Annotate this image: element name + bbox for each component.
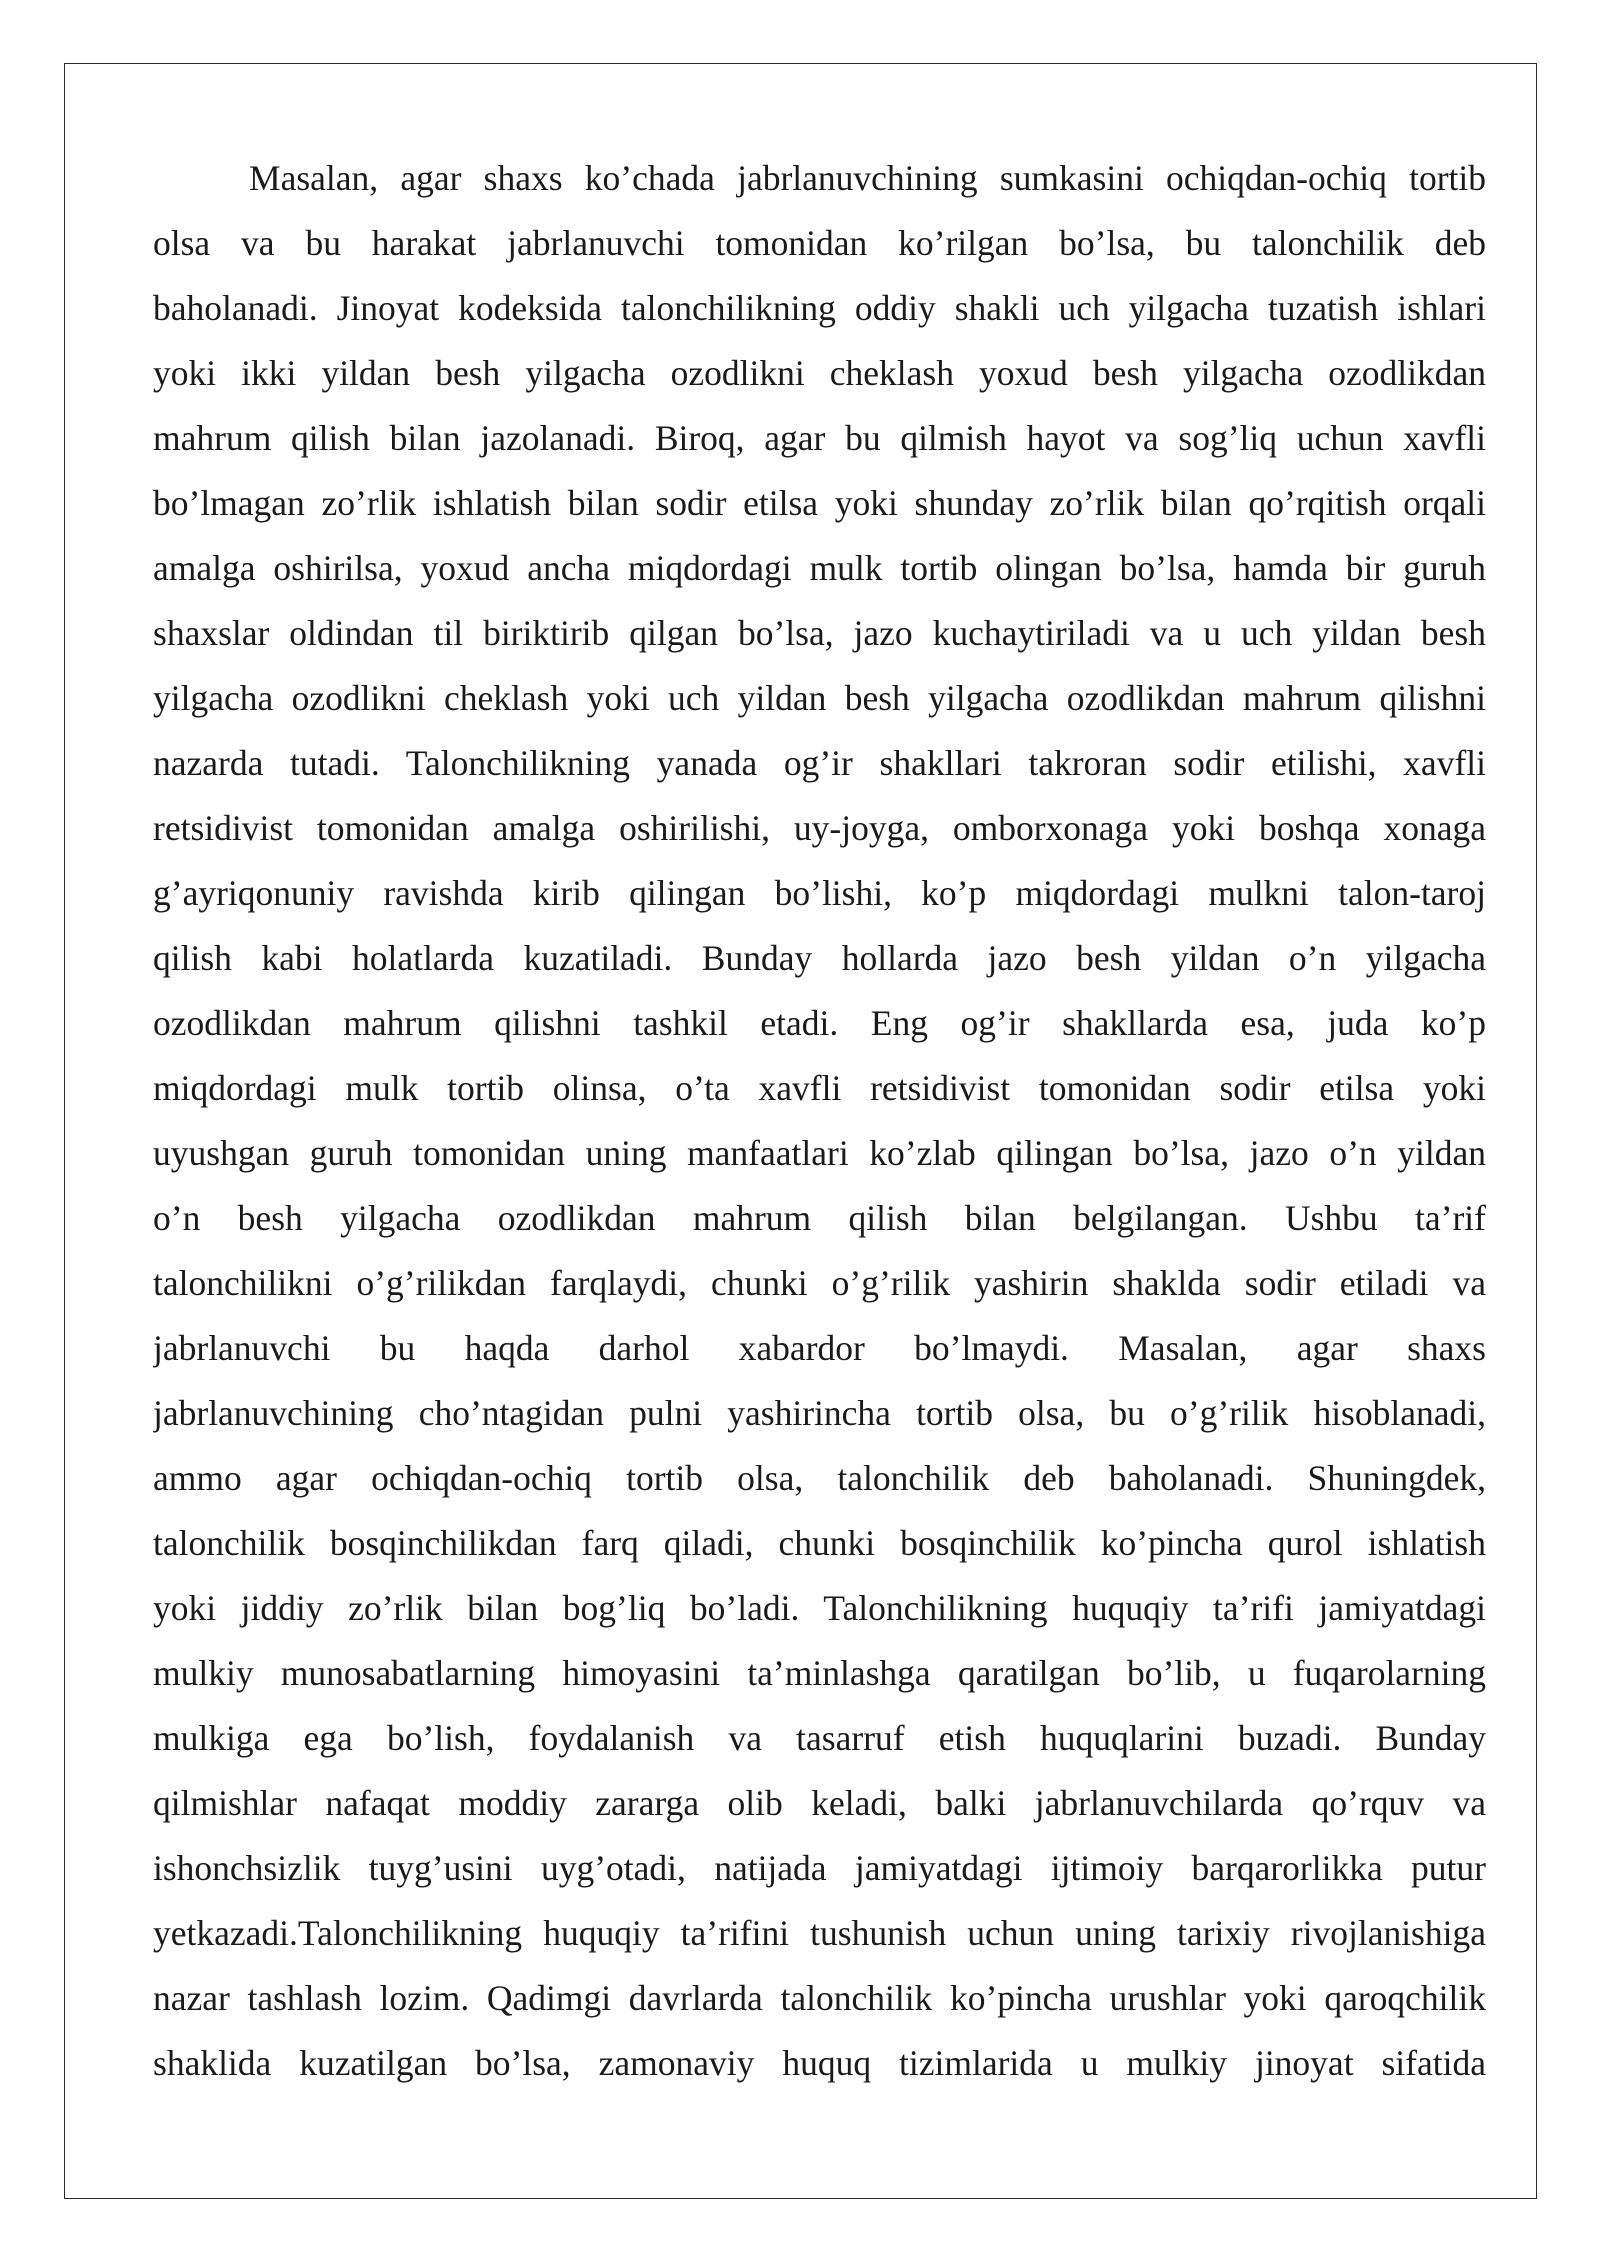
text-line: uyushgan guruh tomonidan uning manfaatlari ko’zlab qilingan bo’lsa, jazo o’n yildan [153, 1133, 1486, 1173]
text-line: retsidivist tomonidan amalga oshirilishi, uy-joyga, omborxonaga yoki boshqa xonaga [153, 808, 1486, 848]
text-line: g’ayriqonuniy ravishda kirib qilingan bo’lishi, ko’p miqdordagi mulkni talon-taroj [153, 873, 1486, 913]
text-line: jabrlanuvchining cho’ntagidan pulni yashirincha tortib olsa, bu o’g’rilik hisoblanadi, [153, 1393, 1486, 1433]
text-line: bo’lmagan zo’rlik ishlatish bilan sodir etilsa yoki shunday zo’rlik bilan qo’rqitish orqali [153, 483, 1486, 523]
text-line: talonchilikni o’g’rilikdan farqlaydi, chunki o’g’rilik yashirin shaklda sodir etiladi va [153, 1263, 1486, 1303]
text-line: mulkiy munosabatlarning himoyasini ta’minlashga qaratilgan bo’lib, u fuqarolarning [153, 1653, 1486, 1693]
text-line: talonchilik bosqinchilikdan farq qiladi, chunki bosqinchilik ko’pincha qurol ishlatish [153, 1523, 1486, 1563]
text-line: yilgacha ozodlikni cheklash yoki uch yildan besh yilgacha ozodlikdan mahrum qilishni [153, 678, 1486, 718]
text-line: amalga oshirilsa, yoxud ancha miqdordagi mulk tortib olingan bo’lsa, hamda bir guruh [153, 548, 1486, 588]
text-line: mahrum qilish bilan jazolanadi. Biroq, agar bu qilmish hayot va sog’liq uchun xavfli [153, 418, 1486, 458]
text-line: miqdordagi mulk tortib olinsa, o’ta xavfli retsidivist tomonidan sodir etilsa yoki [153, 1068, 1486, 1108]
text-line: Masalan, agar shaxs ko’chada jabrlanuvchining sumkasini ochiqdan-ochiq tortib [249, 158, 1486, 198]
text-line: yoki jiddiy zo’rlik bilan bog’liq bo’ladi. Talonchilikning huquqiy ta’rifi jamiyatdagi [153, 1588, 1486, 1628]
text-line: nazarda tutadi. Talonchilikning yanada og’ir shakllari takroran sodir etilishi, xavfli [153, 743, 1486, 783]
text-line: ammo agar ochiqdan-ochiq tortib olsa, talonchilik deb baholanadi. Shuningdek, [153, 1458, 1486, 1498]
body-paragraph [153, 146, 1486, 2096]
text-line: olsa va bu harakat jabrlanuvchi tomonidan ko’rilgan bo’lsa, bu talonchilik deb [153, 223, 1486, 263]
text-line: qilish kabi holatlarda kuzatiladi. Bunday hollarda jazo besh yildan o’n yilgacha [153, 938, 1486, 978]
text-line: ishonchsizlik tuyg’usini uyg’otadi, natijada jamiyatdagi ijtimoiy barqarorlikka putur [153, 1848, 1486, 1888]
text-line: qilmishlar nafaqat moddiy zararga olib keladi, balki jabrlanuvchilarda qo’rquv va [153, 1783, 1486, 1823]
text-line: shaklida kuzatilgan bo’lsa, zamonaviy huquq tizimlarida u mulkiy jinoyat sifatida [153, 2043, 1486, 2083]
text-line: shaxslar oldindan til biriktirib qilgan bo’lsa, jazo kuchaytiriladi va u uch yildan besh [153, 613, 1486, 653]
text-line: yetkazadi.Talonchilikning huquqiy ta’rifini tushunish uchun uning tarixiy rivojlanishiga [153, 1913, 1486, 1953]
text-line: yoki ikki yildan besh yilgacha ozodlikni cheklash yoxud besh yilgacha ozodlikdan [153, 353, 1486, 393]
text-line: jabrlanuvchi bu haqda darhol xabardor bo’lmaydi. Masalan, agar shaxs [153, 1328, 1486, 1368]
text-line: ozodlikdan mahrum qilishni tashkil etadi. Eng og’ir shakllarda esa, juda ko’p [153, 1003, 1486, 1043]
text-line: nazar tashlash lozim. Qadimgi davrlarda talonchilik ko’pincha urushlar yoki qaroqchilik [153, 1978, 1486, 2018]
text-line: mulkiga ega bo’lish, foydalanish va tasarruf etish huquqlarini buzadi. Bunday [153, 1718, 1486, 1758]
text-line: o’n besh yilgacha ozodlikdan mahrum qilish bilan belgilangan. Ushbu ta’rif [153, 1198, 1486, 1238]
text-line: baholanadi. Jinoyat kodeksida talonchilikning oddiy shakli uch yilgacha tuzatish ishlari [153, 288, 1486, 328]
